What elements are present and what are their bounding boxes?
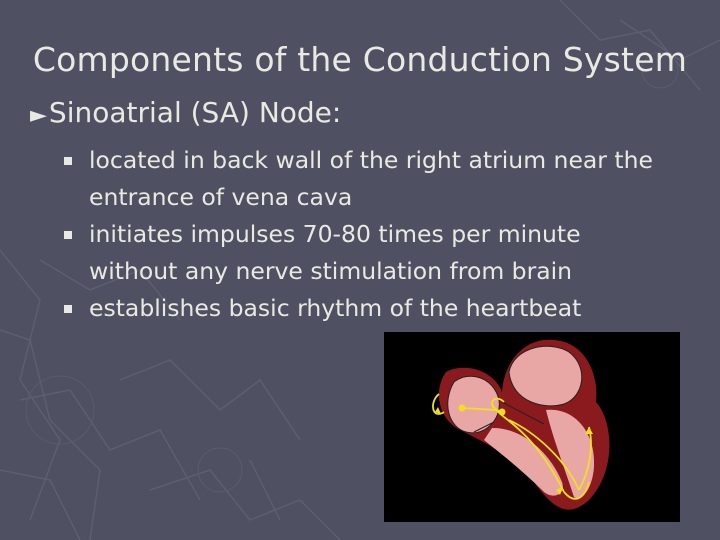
heart-conduction-image	[384, 332, 680, 522]
square-bullet-icon	[64, 157, 72, 165]
slide-title: Components of the Conduction System	[32, 40, 688, 79]
av-node-dot	[499, 409, 506, 416]
square-bullet-icon	[64, 305, 72, 313]
sub-bullet-line: initiates impulses 70-80 times per minute	[89, 220, 581, 248]
sub-bullet-line: without any nerve stimulation from brain	[89, 257, 573, 285]
heart-illustration	[384, 332, 680, 522]
sub-bullet-line: located in back wall of the right atrium near the	[89, 146, 653, 174]
sub-bullet-list	[62, 142, 712, 327]
square-bullet-icon	[64, 231, 72, 239]
triangle-bullet-icon: ►	[30, 103, 47, 128]
main-bullet-text: Sinoatrial (SA) Node	[48, 96, 332, 129]
main-bullet	[30, 96, 341, 129]
sub-bullet-item	[62, 290, 712, 327]
sub-bullet-line: establishes basic rhythm of the heartbeat	[89, 294, 582, 322]
sa-node-dot	[459, 405, 466, 412]
sub-bullet-item	[62, 216, 712, 290]
main-bullet-suffix: :	[331, 96, 342, 129]
sub-bullet-line: entrance of vena cava	[89, 183, 353, 211]
sub-bullet-item	[62, 142, 712, 216]
